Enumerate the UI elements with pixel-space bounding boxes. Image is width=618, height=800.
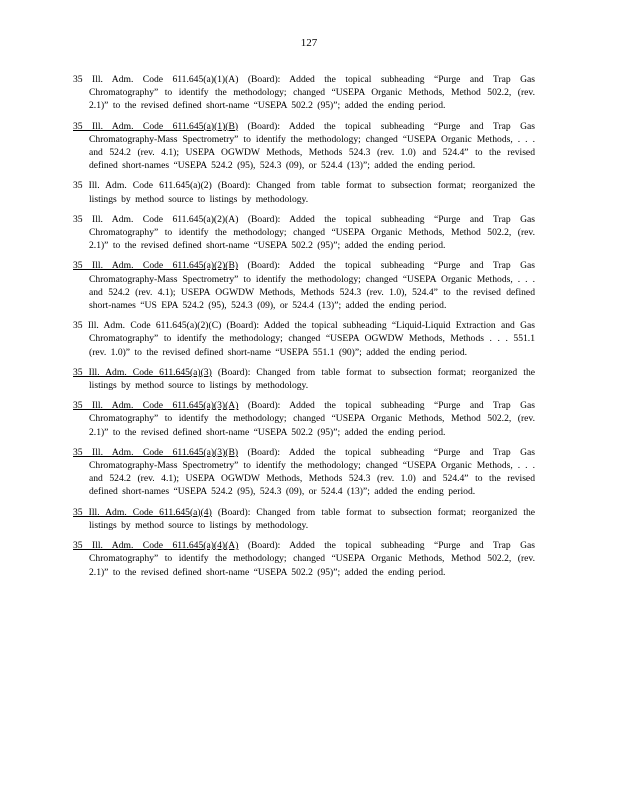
code-citation: 35 Ill. Adm. Code 611.645(a)(4) — [73, 506, 212, 518]
entry-text: (Board): Added the topical subheading “Purge and Trap Gas Chromatography” to identify the methodology; changed “USEPA Organic Methods, Method 502.2, (rev. 2.1)” to the revised defined short-name “USEPA 502.2 (95)”; added the ending period. — [89, 74, 535, 112]
amendment-entry — [73, 319, 535, 359]
entry-text: (Board): Changed from table format to subsection format; reorganized the listings by method source to listings by methodology. — [89, 506, 535, 531]
entry-text: (Board): Added the topical subheading “Purge and Trap Gas Chromatography” to identify the methodology; changed “USEPA Organic Methods, Method 502.2, (rev. 2.1)” to the revised defined short-name “USEPA 502.2 (95)”; added the ending period. — [89, 540, 535, 578]
code-citation: 35 Ill. Adm. Code 611.645(a)(2)(A) — [73, 213, 239, 225]
code-citation: 35 Ill. Adm. Code 611.645(a)(1)(A) — [73, 74, 239, 85]
amendment-entry — [73, 213, 535, 253]
entry-text: (Board): Added the topical subheading “Purge and Trap Gas Chromatography-Mass Spectrometry” to identify the methodology; changed “USEPA Organic Methods, . . . and 524.2 (rev. 4.1); USEPA OGWDW Methods, Methods 524.3 (rev. 1.0) and 524.4” to the revised defined short-names “USEPA 524.2 (95), 524.3 (09), or 524.4 (13)”; added the ending period. — [89, 446, 535, 498]
code-citation: 35 Ill. Adm. Code 611.645(a)(3)(A) — [73, 400, 239, 412]
amendment-entry — [73, 120, 535, 173]
amendment-entry — [73, 506, 535, 532]
entry-text: (Board): Changed from table format to subsection format; reorganized the listings by method source to listings by methodology. — [89, 180, 535, 205]
code-citation: 35 Ill. Adm. Code 611.645(a)(1)(B) — [73, 120, 239, 132]
code-citation: 35 Ill. Adm. Code 611.645(a)(3) — [73, 366, 212, 378]
entry-text: (Board): Added the topical subheading “Liquid-Liquid Extraction and Gas Chromatography” to identify the methodology; changed “USEPA OGWDW Methods, Methods . . . 551.1 (rev. 1.0)” to the revised defined short-name “USEPA 551.1 (90)”; added the ending period. — [89, 320, 535, 358]
entry-text: (Board): Added the topical subheading “Purge and Trap Gas Chromatography” to identify the methodology; changed “USEPA Organic Methods, Method 502.2, (rev. 2.1)” to the revised defined short-name “USEPA 502.2 (95)”; added the ending period. — [89, 400, 535, 438]
amendment-list — [73, 73, 535, 586]
amendment-entry — [73, 399, 535, 439]
code-citation: 35 Ill. Adm. Code 611.645(a)(4)(A) — [73, 540, 239, 552]
code-citation: 35 Ill. Adm. Code 611.645(a)(2)(B) — [73, 260, 239, 272]
entry-text: (Board): Changed from table format to subsection format; reorganized the listings by method source to listings by methodology. — [89, 366, 535, 392]
entry-text: (Board): Added the topical subheading “Purge and Trap Gas Chromatography-Mass Spectrometry” to identify the methodology; changed “USEPA Organic Methods, . . . and 524.2 (rev. 4.1); USEPA OGWDW Methods, Methods 524.3 (rev. 1.0), 524.4” to the revised defined short-names “US EPA 524.2 (95), 524.3 (09), or 524.4 (13)”; added the ending period. — [89, 260, 535, 312]
amendment-entry — [73, 73, 535, 113]
amendment-entry — [73, 539, 535, 579]
amendment-entry — [73, 446, 535, 499]
entry-text: (Board): Added the topical subheading “Purge and Trap Gas Chromatography” to identify the methodology; changed “USEPA Organic Methods, Method 502.2, (rev. 2.1)” to the revised defined short-name “USEPA 502.2 (95)”; added the ending period. — [89, 213, 535, 252]
page-number: 127 — [300, 37, 318, 49]
amendment-entry — [73, 259, 535, 312]
code-citation: 35 Ill. Adm. Code 611.645(a)(2)(C) — [73, 320, 222, 332]
code-citation: 35 Ill. Adm. Code 611.645(a)(2) — [73, 180, 212, 192]
entry-text: (Board): Added the topical subheading “Purge and Trap Gas Chromatography-Mass Spectrometry” to identify the methodology; changed “USEPA Organic Methods, . . . and 524.2 (rev. 4.1); USEPA OGWDW Methods, Methods 524.3 (rev. 1.0) and 524.4” to the revised defined short-names “USEPA 524.2 (95), 524.3 (09), or 524.4 (13)”; added the ending period. — [89, 120, 535, 172]
code-citation: 35 Ill. Adm. Code 611.645(a)(3)(B) — [73, 446, 239, 458]
amendment-entry — [73, 179, 535, 205]
amendment-entry — [73, 366, 535, 392]
